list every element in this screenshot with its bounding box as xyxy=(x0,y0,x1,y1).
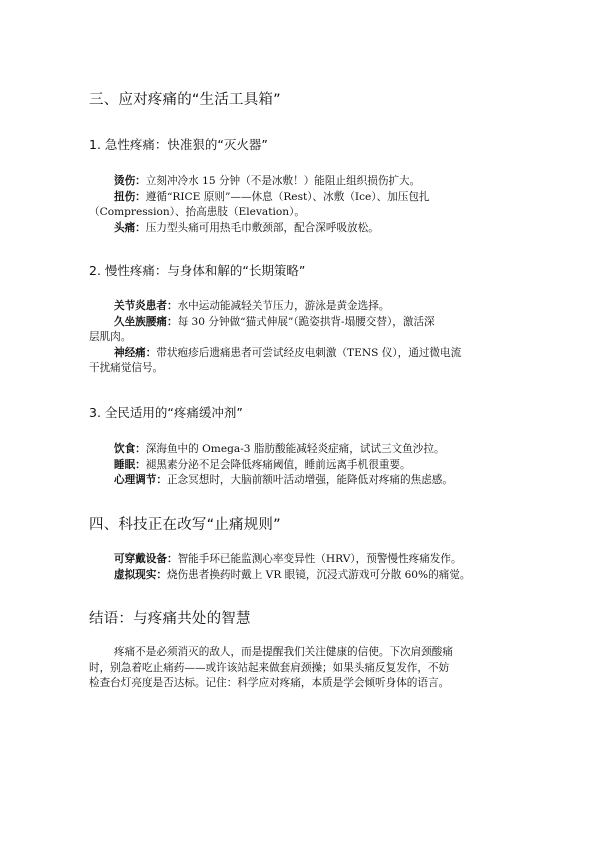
paragraph-line: 时，别急着吃止痛药——或许该站起来做套肩颈操；如果头痛反复发作，不妨 xyxy=(89,661,450,674)
conclusion-heading: 结语：与疼痛共处的智慧 xyxy=(89,611,251,627)
list-item xyxy=(89,174,507,190)
item-text: 深海鱼中的 Omega-3 脂肪酸能减轻炎症痛，试试三文鱼沙拉。 xyxy=(145,443,445,455)
item-text: 智能手环已能监测心率变异性（HRV），预警慢性疼痛发作。 xyxy=(177,553,462,565)
item-label: 久坐族腰痛： xyxy=(114,315,178,328)
section-4-heading: 四、科技正在改写“止痛规则” xyxy=(89,517,281,533)
item-label: 烫伤： xyxy=(114,175,146,187)
item-label: 扭伤： xyxy=(114,190,146,203)
list-item xyxy=(89,221,507,237)
item-label: 虚拟现实： xyxy=(114,568,167,581)
item-label: 头痛： xyxy=(114,221,146,234)
subsection-2-body xyxy=(89,299,507,377)
item-text: 带状疱疹后遗痛患者可尝试经皮电刺激（TENS 仪），通过微电流 xyxy=(156,346,462,359)
item-text: 褪黑素分泌不足会降低疼痛阈值，睡前远离手机很重要。 xyxy=(145,458,411,471)
item-text: 立刻冲冷水 15 分钟（不是冰敷！）能阻止组织损伤扩大。 xyxy=(145,175,421,187)
list-item-continuation: （Compression）、抬高患肢（Elevation）。 xyxy=(89,206,305,218)
subsection-3-body xyxy=(89,442,507,489)
list-item xyxy=(89,315,507,331)
list-item xyxy=(89,473,507,489)
list-item xyxy=(89,299,507,315)
paragraph-line: 检查台灯亮度是否达标。记住：科学应对疼痛，本质是学会倾听身体的语言。 xyxy=(89,677,450,689)
list-item-continuation: 层肌肉。 xyxy=(89,331,132,343)
list-item-continuation: 干扰痛觉信号。 xyxy=(89,362,164,374)
conclusion-body xyxy=(89,645,507,692)
section-3-heading: 三、应对疼痛的“生活工具箱” xyxy=(89,92,281,108)
list-item xyxy=(89,568,507,584)
item-label: 神经痛： xyxy=(114,346,157,359)
item-text: 压力型头痛可用热毛巾敷颈部，配合深呼吸放松。 xyxy=(145,221,379,234)
item-label: 可穿戴设备： xyxy=(114,553,178,565)
item-label: 关节炎患者： xyxy=(114,300,178,312)
subsection-1-heading: 1. 急性疼痛：快准狠的“灭火器” xyxy=(89,137,268,152)
list-item xyxy=(89,346,507,362)
list-item xyxy=(89,552,507,568)
item-text: 遵循“RICE 原则”——休息（Rest）、冰敷（Ice）、加压包扎 xyxy=(145,190,430,203)
list-item xyxy=(89,442,507,458)
list-item xyxy=(89,458,507,474)
item-text: 每 30 分钟做“猫式伸展”（跪姿拱背-塌腰交替），激活深 xyxy=(177,315,435,328)
subsection-3-heading: 3. 全民适用的“疼痛缓冲剂” xyxy=(89,405,243,420)
list-item xyxy=(89,190,507,206)
paragraph-line: 疼痛不是必须消灭的敌人，而是提醒我们关注健康的信使。下次肩颈酸痛 xyxy=(114,646,453,658)
item-text: 水中运动能减轻关节压力，游泳是黄金选择。 xyxy=(177,300,390,312)
item-label: 心理调节： xyxy=(114,474,167,486)
subsection-1-body xyxy=(89,174,507,236)
subsection-2-heading: 2. 慢性疼痛：与身体和解的“长期策略” xyxy=(89,263,306,278)
item-label: 睡眠： xyxy=(114,458,146,471)
item-text: 烧伤患者换药时戴上 VR 眼镜，沉浸式游戏可分散 60%的痛觉。 xyxy=(166,568,471,581)
item-label: 饮食： xyxy=(114,443,146,455)
section-4-body xyxy=(89,552,507,583)
item-text: 正念冥想时，大脑前额叶活动增强，能降低对疼痛的焦虑感。 xyxy=(166,474,453,486)
